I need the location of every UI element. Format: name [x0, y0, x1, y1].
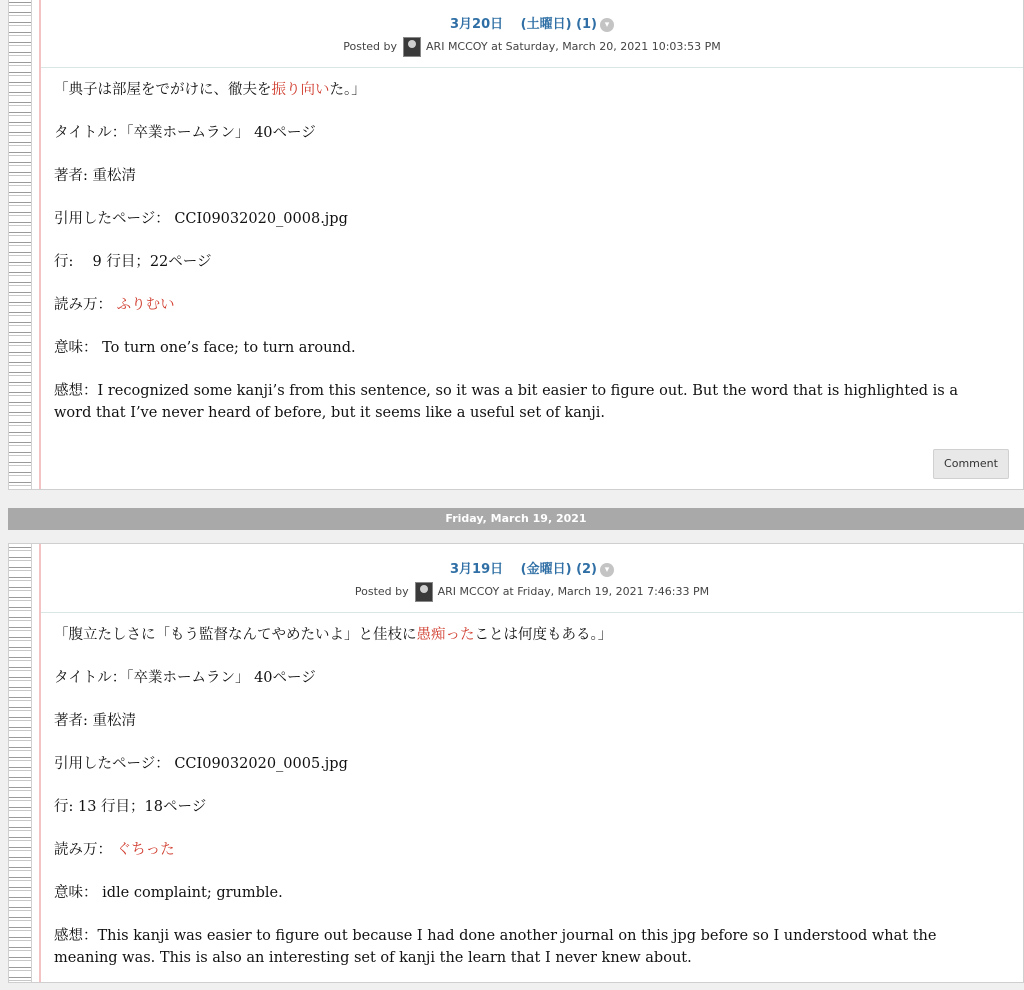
spiral-binding [9, 544, 32, 982]
posted-by-line [41, 37, 1023, 57]
row-line: 行: 9 行目；22ページ [54, 254, 212, 270]
highlighted-word: 愚痴った [416, 627, 475, 643]
reading-label: 読み万： [54, 842, 117, 858]
entry-title[interactable] [41, 13, 1023, 33]
entry-title[interactable] [41, 558, 1023, 578]
author-name[interactable]: ARI MCCOY [437, 585, 500, 598]
book-title-line: タイトル：「卒業ホームラン」 40ページ [54, 125, 316, 141]
posted-timestamp: at Saturday, March 20, 2021 10:03:53 PM [491, 40, 721, 53]
entry-header [41, 544, 1023, 613]
reading-line [54, 839, 983, 861]
chevron-down-icon[interactable]: ▾ [600, 18, 614, 32]
posted-timestamp: at Friday, March 19, 2021 7:46:33 PM [502, 585, 710, 598]
reading-value: ふりむい [116, 297, 175, 313]
book-author-line: 著者: 重松清 [54, 713, 136, 729]
quote-line [54, 624, 983, 646]
avatar[interactable] [403, 37, 421, 57]
impression-line: 感想：This kanji was easier to figure out because I had done another journal on this jpg before so I understood what the meaning was. This is also an interesting set of kanji the learn that I never knew about. [54, 928, 937, 966]
author-name[interactable]: ARI MCCOY [426, 40, 488, 53]
quote-line [54, 79, 983, 101]
spiral-binding [9, 0, 32, 489]
margin-line [39, 0, 41, 489]
page-reference-line: 引用したページ： CCI09032020_0005.jpg [54, 756, 348, 772]
date-divider: Friday, March 19, 2021 [8, 508, 1024, 530]
quote-text: 「典子は部屋をでがけに、徹夫を [54, 82, 272, 98]
reading-line [54, 294, 983, 316]
entry-body [54, 624, 983, 990]
entry-title-text[interactable]: 3月19日 (金曜日) (2) [450, 562, 597, 577]
quote-text: 「腹立たしさに「もう監督なんてやめたいよ」と佳枝に [54, 627, 417, 643]
meaning-line: 意味： To turn one’s face; to turn around. [54, 340, 356, 356]
reading-value: ぐちった [116, 842, 175, 858]
page-reference-line: 引用したページ： CCI09032020_0008.jpg [54, 211, 348, 227]
entry-title-text[interactable]: 3月20日 (土曜日) (1) [450, 17, 597, 32]
quote-text: た。」 [329, 82, 366, 98]
impression-line: 感想：I recognized some kanji’s from this sentence, so it was a bit easier to figure out. But the word that is highlighted is a word that I’ve never heard of before, but it seems like a useful set of kanji. [54, 383, 959, 421]
entry-header [41, 0, 1023, 68]
highlighted-word: 振り向い [271, 82, 330, 98]
posted-by-label: Posted by [343, 40, 398, 53]
avatar[interactable] [415, 582, 433, 602]
quote-text: ことは何度もある。」 [474, 627, 613, 643]
posted-by-line [41, 582, 1023, 602]
book-author-line: 著者: 重松清 [54, 168, 136, 184]
journal-entry [8, 0, 1024, 490]
row-line: 行: 13 行目；18ページ [54, 799, 207, 815]
meaning-line: 意味： idle complaint; grumble. [54, 885, 283, 901]
chevron-down-icon[interactable]: ▾ [600, 563, 614, 577]
posted-by-label: Posted by [354, 585, 409, 598]
comment-button[interactable]: Comment [933, 449, 1009, 479]
journal-entry [8, 543, 1024, 983]
book-title-line: タイトル：「卒業ホームラン」 40ページ [54, 670, 316, 686]
entry-body [54, 79, 983, 445]
reading-label: 読み万： [54, 297, 117, 313]
